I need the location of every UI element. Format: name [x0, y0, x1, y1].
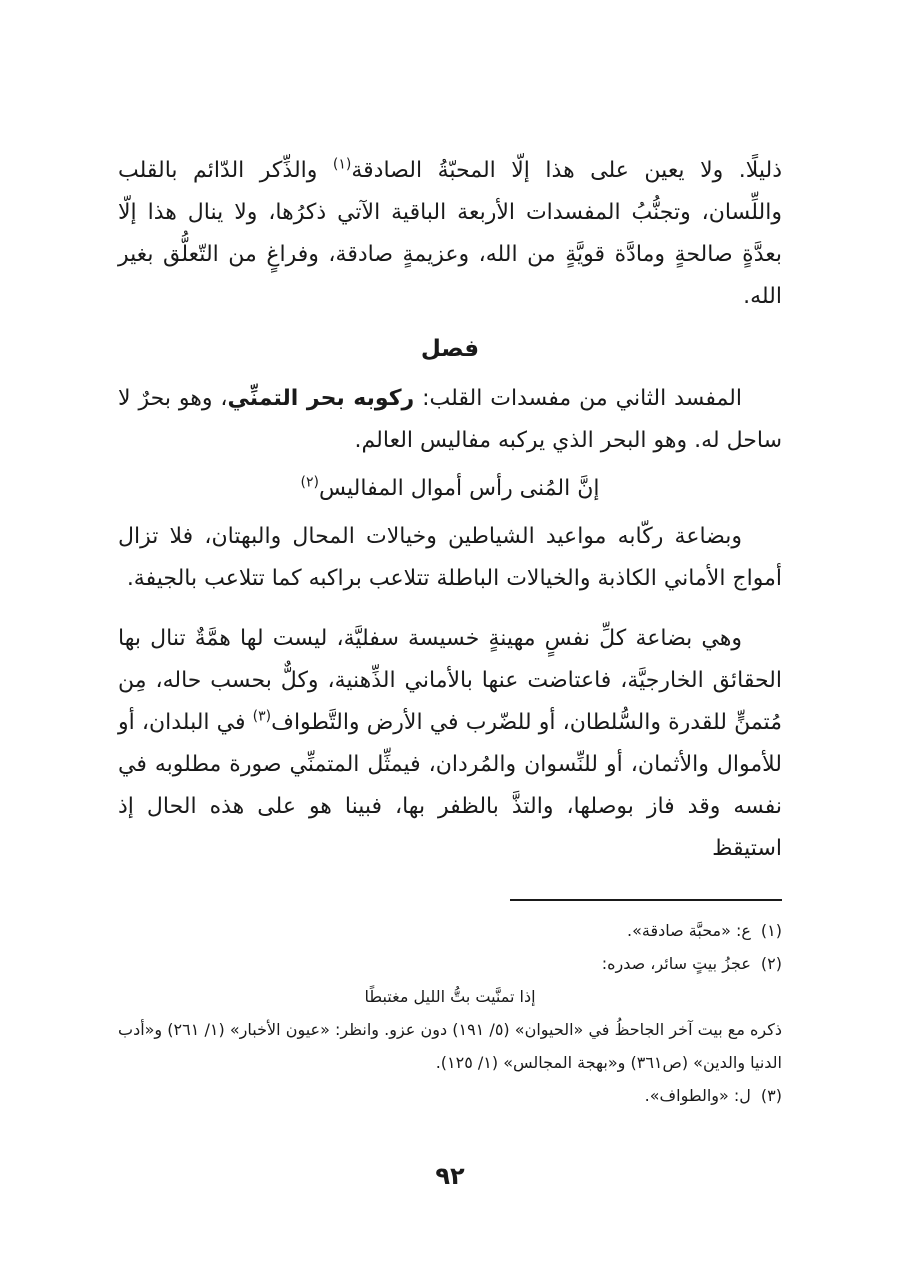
- paragraph-4-text-b: في البلدان، أو للأموال والأثمان، أو للنِّسوان والمُردان، فيمثِّل المتمنِّي صورة مطلوبه في نفسه وقد فاز بوصلها، والتذَّ بالظفر بها، فبينا هو على هذه الحال إذ استيقظ: [118, 710, 782, 861]
- footnote-2-number: (٢): [760, 954, 782, 973]
- paragraph-4: [118, 618, 782, 870]
- footnote-2: [118, 947, 782, 980]
- footnote-1-text: ع: «محبَّة صادقة».: [627, 921, 751, 940]
- footnote-3-text: ل: «والطواف».: [644, 1086, 751, 1105]
- section-heading: فصل: [420, 336, 480, 362]
- footnote-2-verse: إذا تمنَّيت بتُّ الليل مغتبطًا: [364, 987, 536, 1006]
- footnote-ref-1: (١): [332, 156, 352, 173]
- main-text: [118, 150, 782, 870]
- footnote-2-text: عجزُ بيتٍ سائر، صدره:: [601, 954, 751, 973]
- paragraph-3: وبضاعة ركّابه مواعيد الشياطين وخيالات المحال والبهتان، فلا تزال أمواج الأماني الكاذبة والخيالات الباطلة تتلاعب براكبه كما تتلاعب بالجيفة.: [118, 524, 782, 591]
- paragraph-2-text-a: المفسد الثاني من مفسدات القلب:: [414, 386, 743, 411]
- footnote-1: [118, 914, 782, 947]
- footnote-separator: [510, 899, 782, 901]
- verse-line: [118, 468, 782, 510]
- footnote-3: [118, 1079, 782, 1112]
- paragraph-1-text-b: والذِّكر الدّائم بالقلب واللِّسان، وتجنُّبُ المفسدات الأربعة الباقية الآتي ذكرُها، ولا ينال هذا إلّا بعدَّةٍ صالحةٍ ومادَّة قويَّةٍ من الله، وعزيمةٍ صادقة، وفراغٍ من التّعلُّق بغير الله.: [118, 158, 782, 309]
- footnote-ref-3: (٣): [252, 708, 272, 725]
- footnotes: [118, 914, 782, 1112]
- paragraph-2-text-b: ، وهو بحرٌ لا ساحل له. وهو البحر الذي يركبه مفاليس العالم.: [118, 386, 782, 453]
- footnote-2-continuation: ذكره مع بيت آخر الجاحظُ في «الحيوان» (٥/ ١٩١) دون عزو. وانظر: «عيون الأخبار» (١/ ٢٦١) و«أدب الدنيا والدين» (ص٣٦١) و«بهجة المجالس» (١/ ١٢٥).: [118, 1020, 782, 1072]
- paragraph-2: [118, 378, 782, 462]
- paragraph-4-text-a: وهي بضاعة كلِّ نفسٍ مهينةٍ خسيسة سفليَّة، ليست لها همَّةٌ تنال بها الحقائق الخارجيَّة، فاعتاضت عنها بالأماني الذِّهنية، وكلٌّ بحسب حاله، مِن مُتمنٍّ للقدرة والسُّلطان، أو للضّرب في الأرض والتَّطواف: [118, 626, 782, 735]
- paragraph-1: [118, 150, 782, 318]
- verse-text: إنَّ المُنى رأس أموال المفاليس: [319, 476, 600, 501]
- paragraph-2-bold: ركوبه بحر التمنِّي: [227, 386, 415, 411]
- footnote-ref-2: (٢): [300, 474, 319, 491]
- paragraph-1-text-a: ذليلًا. ولا يعين على هذا إلّا المحبّةُ الصادقة: [351, 158, 782, 183]
- footnote-3-number: (٣): [760, 1086, 782, 1105]
- page-number: ٩٢: [435, 1162, 465, 1190]
- footnote-1-number: (١): [760, 921, 782, 940]
